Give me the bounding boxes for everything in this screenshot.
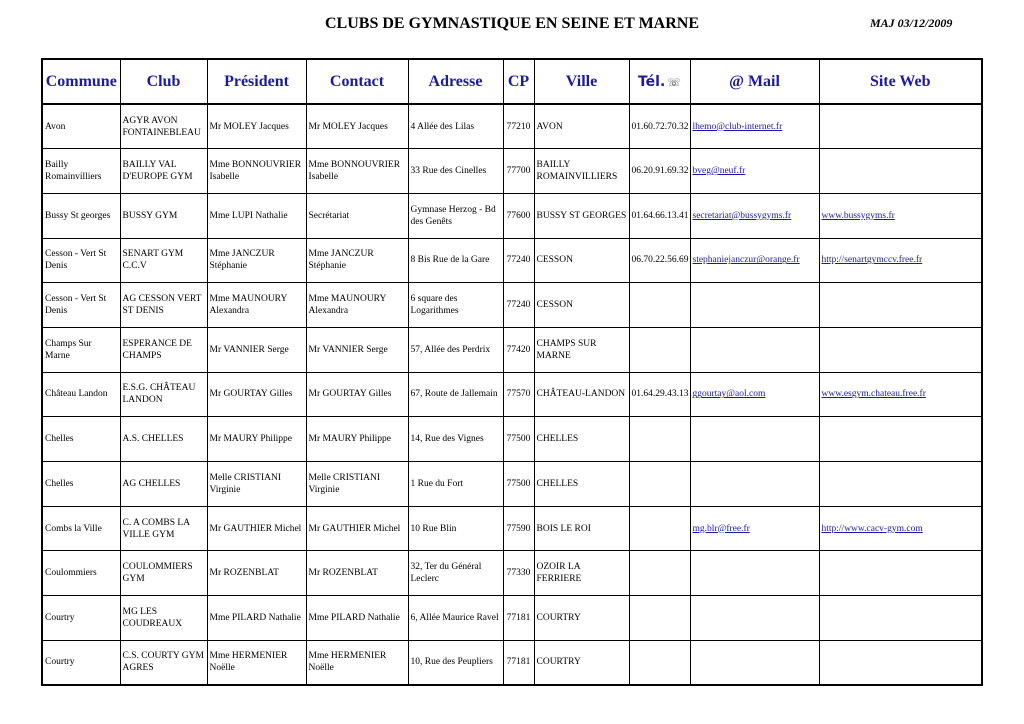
cell-ville: BAILLY ROMAINVILLIERS	[534, 149, 629, 194]
cell-cp: 77700	[503, 149, 534, 194]
cell-tel	[629, 506, 690, 551]
cell-adresse: 32, Ter du Général Leclerc	[408, 551, 503, 596]
header-contact: Contact	[306, 59, 408, 104]
cell-adresse: 10 Rue Blin	[408, 506, 503, 551]
cell-president: Mme JANCZUR Stéphanie	[207, 238, 306, 283]
cell-site[interactable]: http://www.cacv-gym.com	[819, 506, 982, 551]
cell-contact: Mr GAUTHIER Michel	[306, 506, 408, 551]
cell-cp: 77590	[503, 506, 534, 551]
cell-adresse: 10, Rue des Peupliers	[408, 640, 503, 685]
cell-ville: AVON	[534, 104, 629, 149]
table-row	[42, 596, 982, 641]
cell-mail[interactable]: bveg@neuf.fr	[690, 149, 819, 194]
cell-commune: Bailly Romainvilliers	[42, 149, 120, 194]
cell-commune: Cesson - Vert St Denis	[42, 283, 120, 328]
cell-mail	[690, 417, 819, 462]
cell-ville: BOIS LE ROI	[534, 506, 629, 551]
table-row	[42, 104, 982, 149]
cell-president: Mr MAURY Philippe	[207, 417, 306, 462]
cell-mail	[690, 596, 819, 641]
cell-tel	[629, 462, 690, 507]
cell-commune: Bussy St georges	[42, 193, 120, 238]
cell-commune: Combs la Ville	[42, 506, 120, 551]
cell-president: Mr ROZENBLAT	[207, 551, 306, 596]
cell-cp: 77181	[503, 640, 534, 685]
table-row	[42, 417, 982, 462]
cell-contact: Mme MAUNOURY Alexandra	[306, 283, 408, 328]
header-club: Club	[120, 59, 207, 104]
update-date: MAJ 03/12/2009	[870, 16, 953, 30]
cell-cp: 77240	[503, 283, 534, 328]
table-row	[42, 640, 982, 685]
cell-site	[819, 283, 982, 328]
table-row	[42, 506, 982, 551]
table-row	[42, 193, 982, 238]
table-body	[42, 104, 982, 685]
header-ville: Ville	[534, 59, 629, 104]
cell-cp: 77181	[503, 596, 534, 641]
cell-adresse: 14, Rue des Vignes	[408, 417, 503, 462]
cell-contact: Melle CRISTIANI Virginie	[306, 462, 408, 507]
cell-president: Mr MOLEY Jacques	[207, 104, 306, 149]
cell-club: AG CESSON VERT ST DENIS	[120, 283, 207, 328]
cell-tel: 01.64.66.13.41	[629, 193, 690, 238]
cell-cp: 77570	[503, 372, 534, 417]
cell-mail	[690, 327, 819, 372]
cell-ville: CHÂTEAU-LANDON	[534, 372, 629, 417]
cell-ville: CHAMPS SUR MARNE	[534, 327, 629, 372]
cell-site[interactable]: www.bussygyms.fr	[819, 193, 982, 238]
cell-contact: Mr ROZENBLAT	[306, 551, 408, 596]
cell-tel	[629, 417, 690, 462]
cell-president: Melle CRISTIANI Virginie	[207, 462, 306, 507]
cell-tel	[629, 551, 690, 596]
cell-commune: Coulommiers	[42, 551, 120, 596]
cell-site	[819, 551, 982, 596]
header-cp: CP	[503, 59, 534, 104]
cell-club: SENART GYM C.C.V	[120, 238, 207, 283]
cell-site	[819, 462, 982, 507]
cell-club: A.S. CHELLES	[120, 417, 207, 462]
cell-mail	[690, 462, 819, 507]
cell-ville: CESSON	[534, 238, 629, 283]
cell-club: AGYR AVON FONTAINEBLEAU	[120, 104, 207, 149]
table-row	[42, 238, 982, 283]
cell-site	[819, 417, 982, 462]
cell-site	[819, 596, 982, 641]
cell-mail	[690, 640, 819, 685]
cell-commune: Courtry	[42, 596, 120, 641]
cell-cp: 77420	[503, 327, 534, 372]
cell-cp: 77500	[503, 462, 534, 507]
cell-cp: 77600	[503, 193, 534, 238]
cell-site	[819, 149, 982, 194]
cell-club: ESPERANCE DE CHAMPS	[120, 327, 207, 372]
cell-tel	[629, 596, 690, 641]
cell-contact: Mr MAURY Philippe	[306, 417, 408, 462]
document-title: CLUBS DE GYMNASTIQUE EN SEINE ET MARNE	[325, 15, 699, 32]
cell-contact: Mme JANCZUR Stéphanie	[306, 238, 408, 283]
cell-site[interactable]: http://senartgymccv.free.fr	[819, 238, 982, 283]
header-site: Site Web	[819, 59, 982, 104]
cell-mail	[690, 283, 819, 328]
cell-club: AG CHELLES	[120, 462, 207, 507]
cell-adresse: 6 square des Logarithmes	[408, 283, 503, 328]
cell-adresse: 8 Bis Rue de la Gare	[408, 238, 503, 283]
table-row	[42, 462, 982, 507]
cell-cp: 77330	[503, 551, 534, 596]
cell-president: Mme LUPI Nathalie	[207, 193, 306, 238]
cell-adresse: Gymnase Herzog - Bd des Genêts	[408, 193, 503, 238]
cell-commune: Cesson - Vert St Denis	[42, 238, 120, 283]
cell-contact: Mme BONNOUVRIER Isabelle	[306, 149, 408, 194]
header-commune: Commune	[42, 59, 120, 104]
clubs-table	[41, 58, 983, 686]
cell-mail	[690, 551, 819, 596]
header-tel-label: Tél.	[637, 73, 666, 90]
table-row	[42, 149, 982, 194]
cell-tel	[629, 283, 690, 328]
cell-mail[interactable]: lhemo@club-internet.fr	[690, 104, 819, 149]
cell-site	[819, 104, 982, 149]
cell-tel	[629, 640, 690, 685]
cell-club: C.S. COURTY GYM AGRES	[120, 640, 207, 685]
cell-commune: Champs Sur Marne	[42, 327, 120, 372]
cell-tel: 06.20.91.69.32	[629, 149, 690, 194]
cell-contact: Mr GOURTAY Gilles	[306, 372, 408, 417]
cell-contact: Secrétariat	[306, 193, 408, 238]
cell-ville: CESSON	[534, 283, 629, 328]
cell-site[interactable]: www.esgym.chateau.free.fr	[819, 372, 982, 417]
cell-adresse: 67, Route de Jallemain	[408, 372, 503, 417]
cell-cp: 77240	[503, 238, 534, 283]
cell-adresse: 4 Allée des Lilas	[408, 104, 503, 149]
cell-tel: 06.70.22.56.69	[629, 238, 690, 283]
table-row	[42, 372, 982, 417]
cell-club: BUSSY GYM	[120, 193, 207, 238]
telephone-icon: ☏	[667, 75, 682, 89]
header-row	[42, 59, 982, 104]
cell-club: E.S.G. CHÂTEAU LANDON	[120, 372, 207, 417]
cell-tel: 01.60.72.70.32	[629, 104, 690, 149]
cell-commune: Chelles	[42, 462, 120, 507]
cell-ville: COURTRY	[534, 596, 629, 641]
header-tel	[629, 59, 690, 104]
cell-commune: Chelles	[42, 417, 120, 462]
cell-contact: Mr VANNIER Serge	[306, 327, 408, 372]
cell-site	[819, 640, 982, 685]
cell-adresse: 1 Rue du Fort	[408, 462, 503, 507]
cell-site	[819, 327, 982, 372]
cell-contact: Mr MOLEY Jacques	[306, 104, 408, 149]
cell-contact: Mme PILARD Nathalie	[306, 596, 408, 641]
cell-adresse: 57, Allée des Perdrix	[408, 327, 503, 372]
header-adresse: Adresse	[408, 59, 503, 104]
table-row	[42, 327, 982, 372]
cell-cp: 77210	[503, 104, 534, 149]
header-president: Président	[207, 59, 306, 104]
cell-ville: COURTRY	[534, 640, 629, 685]
cell-club: BAILLY VAL D'EUROPE GYM	[120, 149, 207, 194]
cell-ville: CHELLES	[534, 417, 629, 462]
cell-adresse: 33 Rue des Cinelles	[408, 149, 503, 194]
cell-commune: Château Landon	[42, 372, 120, 417]
cell-mail[interactable]: mg.blr@free.fr	[690, 506, 819, 551]
cell-club: C. A COMBS LA VILLE GYM	[120, 506, 207, 551]
cell-president: Mr GOURTAY Gilles	[207, 372, 306, 417]
cell-mail[interactable]: stephaniejanczur@orange.fr	[690, 238, 819, 283]
cell-commune: Courtry	[42, 640, 120, 685]
cell-ville: CHELLES	[534, 462, 629, 507]
table-row	[42, 551, 982, 596]
table-row	[42, 283, 982, 328]
cell-president: Mr GAUTHIER Michel	[207, 506, 306, 551]
cell-president: Mme PILARD Nathalie	[207, 596, 306, 641]
cell-contact: Mme HERMENIER Noëlle	[306, 640, 408, 685]
cell-adresse: 6, Allée Maurice Ravel	[408, 596, 503, 641]
cell-cp: 77500	[503, 417, 534, 462]
cell-president: Mme HERMENIER Noëlle	[207, 640, 306, 685]
cell-tel: 01.64.29.43.13	[629, 372, 690, 417]
cell-ville: BUSSY ST GEORGES	[534, 193, 629, 238]
cell-president: Mme MAUNOURY Alexandra	[207, 283, 306, 328]
cell-club: COULOMMIERS GYM	[120, 551, 207, 596]
cell-ville: OZOIR LA FERRIERE	[534, 551, 629, 596]
header-mail: @ Mail	[690, 59, 819, 104]
cell-president: Mme BONNOUVRIER Isabelle	[207, 149, 306, 194]
cell-mail[interactable]: ggourtay@aol.com	[690, 372, 819, 417]
cell-tel	[629, 327, 690, 372]
cell-mail[interactable]: secretariat@bussygyms.fr	[690, 193, 819, 238]
cell-club: MG LES COUDREAUX	[120, 596, 207, 641]
cell-commune: Avon	[42, 104, 120, 149]
cell-president: Mr VANNIER Serge	[207, 327, 306, 372]
